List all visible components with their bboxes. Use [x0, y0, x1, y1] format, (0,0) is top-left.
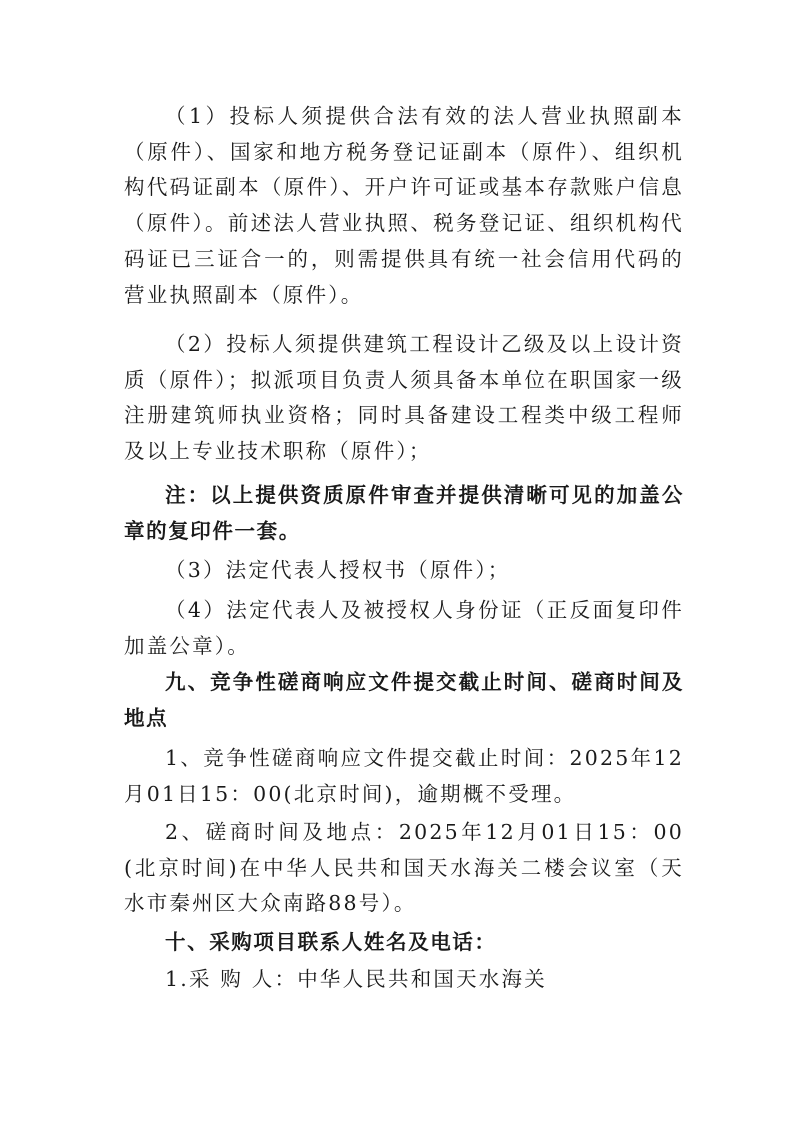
requirement-authorization-letter: （3）法定代表人授权书（原件）；	[165, 558, 511, 582]
requirement-id-cards: （4）法定代表人及被授权人身份证（正反面复印件加盖公章）。	[124, 598, 684, 658]
section-heading-deadline: 九、竞争性磋商响应文件提交截止时间、磋商时间及地点	[124, 670, 684, 730]
negotiation-time-location-item: 2、磋商时间及地点：2025年12月01日15：00(北京时间)在中华人民共和国天水海关二楼会议室（天水市秦州区大众南路88号）。	[124, 820, 684, 916]
purchaser-item: 1.采 购 人：中华人民共和国天水海关	[165, 967, 547, 991]
deadline-item: 1、竞争性磋商响应文件提交截止时间：2025年12月01日15：00(北京时间)，逾期概不受理。	[124, 746, 684, 806]
requirement-design-qualification: （2）投标人须提供建筑工程设计乙级及以上设计资质（原件）；拟派项目负责人须具备本单位在职国家一级注册建筑师执业资格；同时具备建设工程类中级工程师及以上专业技术职称（原件）；	[124, 332, 684, 464]
note-copies: 注：以上提供资质原件审查并提供清晰可见的加盖公章的复印件一套。	[124, 483, 684, 543]
requirement-business-license: （1）投标人须提供合法有效的法人营业执照副本（原件）、国家和地方税务登记证副本（原件）、组织机构代码证副本（原件）、开户许可证或基本存款账户信息（原件）。前述法人营业执照、税务登记证、组织机构代码证已三证合一的，则需提供具有统一社会信用代码的营业执照副本（原件）。	[124, 104, 684, 307]
section-heading-contacts: 十、采购项目联系人姓名及电话：	[165, 930, 497, 954]
